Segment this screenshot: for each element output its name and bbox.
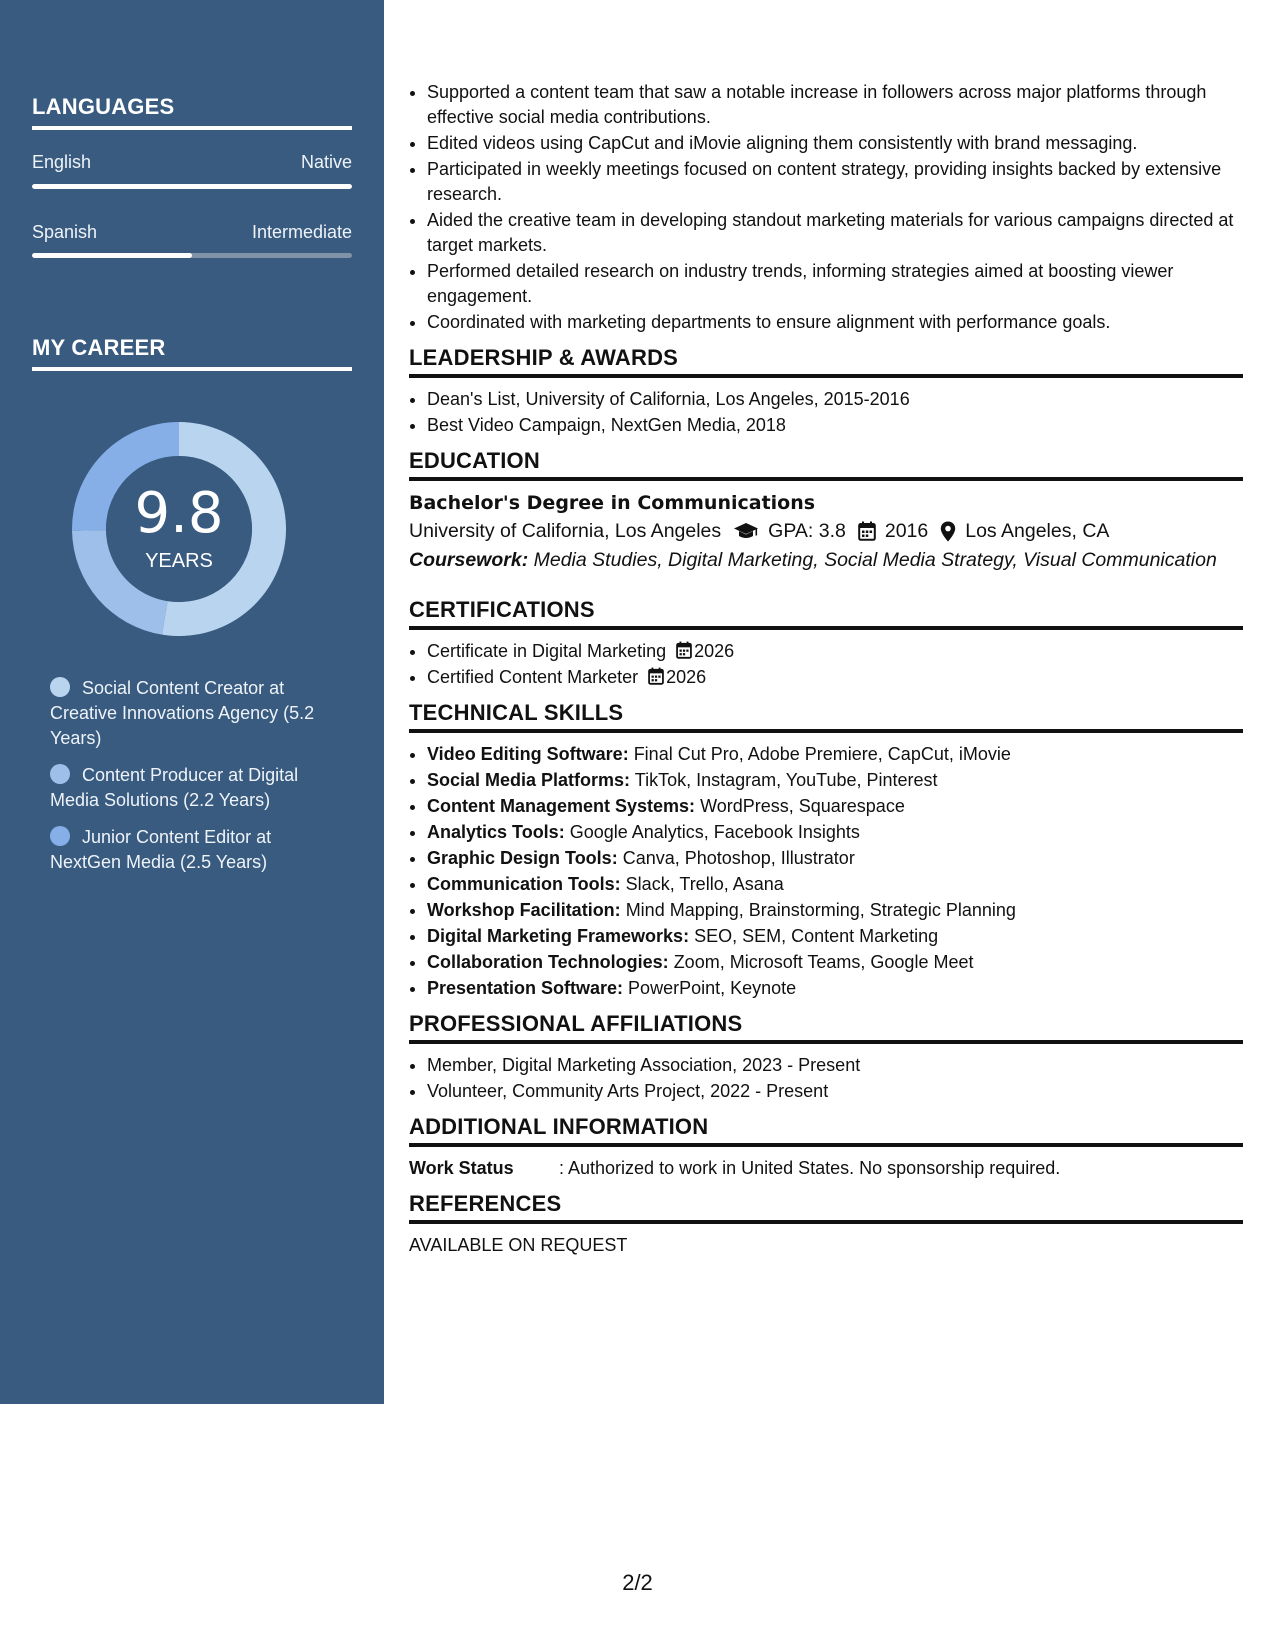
calendar-icon bbox=[858, 521, 876, 541]
languages-title: LANGUAGES bbox=[32, 94, 352, 130]
career-legend-dot bbox=[50, 677, 70, 697]
affiliation-item: • Member, Digital Marketing Association, 2023 - Present bbox=[427, 1053, 1243, 1078]
leadership-item: • Best Video Campaign, NextGen Media, 2018 bbox=[427, 413, 1243, 438]
section-title: REFERENCES bbox=[409, 1191, 1243, 1224]
certification-item bbox=[427, 639, 1243, 664]
skill-values: SEO, SEM, Content Marketing bbox=[689, 926, 939, 946]
certification-item bbox=[427, 665, 1243, 690]
career-item bbox=[50, 825, 340, 875]
experience-bullet: • Performed detailed research on industry trends, informing strategies aimed at boosting viewer engagement. bbox=[427, 259, 1243, 309]
sidebar bbox=[0, 0, 384, 1404]
coursework bbox=[409, 548, 1243, 573]
gpa: GPA: 3.8 bbox=[768, 520, 846, 542]
language-row-english bbox=[32, 152, 352, 173]
education-details bbox=[409, 516, 1243, 546]
skill-category: Social Media Platforms: bbox=[427, 770, 631, 790]
certification-name: Certified Content Marketer bbox=[427, 667, 639, 687]
leadership-list bbox=[409, 387, 1243, 438]
school-name: University of California, Los Angeles bbox=[409, 520, 722, 542]
career-item-label: Social Content Creator at Creative Innovations Agency (5.2 Years) bbox=[50, 678, 315, 748]
skill-category: Workshop Facilitation: bbox=[427, 900, 621, 920]
affiliations-section bbox=[409, 1011, 1243, 1104]
career-item-label: Content Producer at Digital Media Solutions (2.2 Years) bbox=[50, 765, 299, 810]
language-level: Native bbox=[300, 152, 352, 172]
skill-category: Communication Tools: bbox=[427, 874, 621, 894]
skill-category: Content Management Systems: bbox=[427, 796, 696, 816]
skill-item bbox=[427, 768, 1243, 793]
map-pin-icon bbox=[940, 521, 956, 542]
affiliation-item: • Volunteer, Community Arts Project, 2022 - Present bbox=[427, 1079, 1243, 1104]
experience-bullets bbox=[409, 80, 1243, 335]
section-title: TECHNICAL SKILLS bbox=[409, 700, 1243, 733]
skill-values: Slack, Trello, Asana bbox=[620, 874, 784, 894]
skill-category: Video Editing Software: bbox=[427, 744, 629, 764]
certifications-list bbox=[409, 639, 1243, 690]
section-title: EDUCATION bbox=[409, 448, 1243, 481]
work-status-value: : Authorized to work in United States. No sponsorship required. bbox=[559, 1158, 1061, 1178]
skill-values: Mind Mapping, Brainstorming, Strategic Planning bbox=[620, 900, 1016, 920]
career-donut-center bbox=[66, 416, 292, 642]
skill-item bbox=[427, 820, 1243, 845]
additional-info-section bbox=[409, 1114, 1243, 1181]
language-name: Spanish bbox=[32, 222, 98, 242]
experience-bullet: • Edited videos using CapCut and iMovie aligning them consistently with brand messaging. bbox=[427, 131, 1243, 156]
skill-values: Zoom, Microsoft Teams, Google Meet bbox=[668, 952, 974, 972]
career-title: MY CAREER bbox=[32, 335, 352, 371]
coursework-label: Coursework: bbox=[409, 549, 529, 571]
certification-year: 2026 bbox=[666, 667, 707, 687]
calendar-icon bbox=[676, 641, 692, 659]
page-number: 2/2 bbox=[622, 1570, 653, 1595]
skill-values: Canva, Photoshop, Illustrator bbox=[617, 848, 855, 868]
career-item bbox=[50, 763, 340, 813]
section-title: PROFESSIONAL AFFILIATIONS bbox=[409, 1011, 1243, 1044]
leadership-item: • Dean's List, University of California, Los Angeles, 2015-2016 bbox=[427, 387, 1243, 412]
skill-values: WordPress, Squarespace bbox=[695, 796, 905, 816]
skill-item bbox=[427, 846, 1243, 871]
degree-title: Bachelor's Degree in Communications bbox=[409, 492, 816, 514]
certification-year: 2026 bbox=[694, 641, 735, 661]
skills-section bbox=[409, 700, 1243, 1001]
career-item-label: Junior Content Editor at NextGen Media (2.5 Years) bbox=[50, 827, 272, 872]
language-bar-fill bbox=[32, 184, 352, 189]
main-content bbox=[409, 80, 1243, 1258]
skill-values: PowerPoint, Keynote bbox=[623, 978, 797, 998]
experience-bullet: • Aided the creative team in developing standout marketing materials for various campaigns directed at target markets. bbox=[427, 208, 1243, 258]
experience-bullet: • Participated in weekly meetings focused on content strategy, providing insights backed by extensive research. bbox=[427, 157, 1243, 207]
section-title: CERTIFICATIONS bbox=[409, 597, 1243, 630]
skill-item bbox=[427, 976, 1243, 1001]
graduation-year: 2016 bbox=[884, 520, 929, 542]
skill-item bbox=[427, 950, 1243, 975]
career-list bbox=[50, 676, 340, 887]
skill-item bbox=[427, 898, 1243, 923]
skill-category: Graphic Design Tools: bbox=[427, 848, 618, 868]
skill-values: Final Cut Pro, Adobe Premiere, CapCut, iMovie bbox=[628, 744, 1011, 764]
affiliations-list bbox=[409, 1053, 1243, 1104]
graduation-cap-icon bbox=[733, 521, 759, 541]
career-item bbox=[50, 676, 340, 751]
section-title: LEADERSHIP & AWARDS bbox=[409, 345, 1243, 378]
calendar-icon bbox=[648, 667, 664, 685]
education-section bbox=[409, 448, 1243, 573]
language-bar-spanish bbox=[32, 253, 352, 258]
skill-item bbox=[427, 794, 1243, 819]
references-text: AVAILABLE ON REQUEST bbox=[409, 1235, 628, 1255]
language-name: English bbox=[32, 152, 92, 172]
work-status-label: Work Status bbox=[409, 1158, 514, 1178]
skill-category: Analytics Tools: bbox=[427, 822, 565, 842]
experience-bullet: • Supported a content team that saw a notable increase in followers across major platforms through effective social media contributions. bbox=[427, 80, 1243, 130]
section-title: ADDITIONAL INFORMATION bbox=[409, 1114, 1243, 1147]
skill-values: TikTok, Instagram, YouTube, Pinterest bbox=[630, 770, 938, 790]
career-legend-dot bbox=[50, 764, 70, 784]
certification-name: Certificate in Digital Marketing bbox=[427, 641, 667, 661]
skill-category: Collaboration Technologies: bbox=[427, 952, 669, 972]
skill-values: Google Analytics, Facebook Insights bbox=[564, 822, 860, 842]
school-location: Los Angeles, CA bbox=[965, 520, 1110, 542]
skills-list bbox=[409, 742, 1243, 1001]
work-status-row bbox=[409, 1156, 1243, 1181]
career-total-value: 9.8 bbox=[134, 480, 224, 546]
language-level: Intermediate bbox=[251, 222, 352, 242]
language-bar-fill bbox=[32, 253, 192, 258]
language-row-spanish bbox=[32, 222, 352, 243]
certifications-section bbox=[409, 597, 1243, 690]
language-bar-english bbox=[32, 184, 352, 189]
coursework-list: Media Studies, Digital Marketing, Social Media Strategy, Visual Communication bbox=[528, 549, 1217, 571]
career-total-unit: YEARS bbox=[145, 549, 213, 572]
skill-category: Presentation Software: bbox=[427, 978, 624, 998]
skill-category: Digital Marketing Frameworks: bbox=[427, 926, 690, 946]
skill-item bbox=[427, 924, 1243, 949]
career-legend-dot bbox=[50, 826, 70, 846]
experience-bullet: • Coordinated with marketing departments to ensure alignment with performance goals. bbox=[427, 310, 1243, 335]
career-donut-chart bbox=[66, 416, 292, 642]
references-section bbox=[409, 1191, 1243, 1258]
skill-item bbox=[427, 742, 1243, 767]
leadership-section bbox=[409, 345, 1243, 438]
skill-item bbox=[427, 872, 1243, 897]
